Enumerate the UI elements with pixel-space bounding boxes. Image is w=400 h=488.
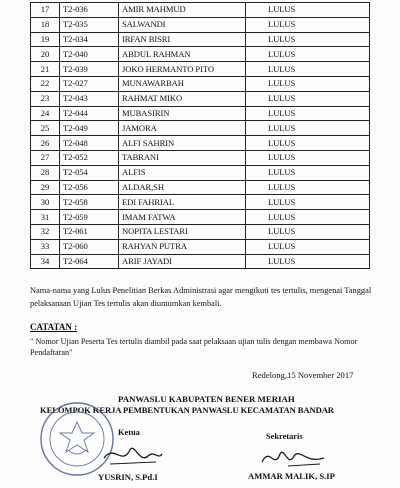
participant-name: ABDUL RAHMAN [119, 47, 246, 62]
org-title: PANWASLU KABUPATEN BENER MERIAH [118, 394, 295, 404]
table-row [31, 91, 370, 106]
participant-name: RAHYAN PUTRA [119, 239, 246, 254]
row-number: 18 [31, 17, 60, 32]
table-row [31, 180, 370, 195]
participant-code: T2-036 [60, 3, 119, 18]
row-number: 20 [31, 47, 60, 62]
row-number: 21 [31, 62, 60, 77]
row-number: 27 [31, 150, 60, 165]
status-cell: LULUS [246, 91, 370, 106]
row-number: 17 [31, 3, 60, 18]
status-cell: LULUS [246, 165, 370, 180]
table-row [31, 106, 370, 121]
participant-name: TABRANI [119, 150, 246, 165]
table-row [31, 62, 370, 77]
status-cell: LULUS [246, 17, 370, 32]
table-row [31, 47, 370, 62]
participant-code: T2-027 [60, 76, 119, 91]
sekretaris-signature [258, 444, 328, 472]
row-number: 31 [31, 210, 60, 225]
status-cell: LULUS [246, 3, 370, 18]
row-number: 34 [31, 254, 60, 269]
status-cell: LULUS [246, 32, 370, 47]
ketua-name: YUSRIN, S.Pd.I [98, 472, 158, 482]
catatan-label: CATATAN : [30, 322, 78, 332]
participant-code: T2-054 [60, 165, 119, 180]
table-row [31, 3, 370, 18]
row-number: 28 [31, 165, 60, 180]
ketua-signature [96, 436, 166, 472]
row-number: 30 [31, 195, 60, 210]
participant-code: T2-052 [60, 150, 119, 165]
status-cell: LULUS [246, 210, 370, 225]
participant-name: ALFIS [119, 165, 246, 180]
status-cell: LULUS [246, 76, 370, 91]
table-row [31, 195, 370, 210]
date-line: Redelong,15 November 2017 [252, 370, 354, 380]
participant-name: EDI FAHRIAL [119, 195, 246, 210]
table-row [31, 76, 370, 91]
table-row [31, 224, 370, 239]
sekretaris-label: Sekretaris [266, 432, 303, 441]
participant-code: T2-043 [60, 91, 119, 106]
row-number: 25 [31, 121, 60, 136]
participant-name: ARIF JAYADI [119, 254, 246, 269]
table-row [31, 150, 370, 165]
participant-code: T2-040 [60, 47, 119, 62]
status-cell: LULUS [246, 224, 370, 239]
participant-name: ALDAR,SH [119, 180, 246, 195]
participant-name: RAHMAT MIKO [119, 91, 246, 106]
table-row [31, 210, 370, 225]
table-row [31, 239, 370, 254]
status-cell: LULUS [246, 180, 370, 195]
participant-name: JAMORA [119, 121, 246, 136]
participant-code: T2-035 [60, 17, 119, 32]
table-row [31, 165, 370, 180]
participant-name: ALFI SAHRIN [119, 136, 246, 151]
org-subtitle: KELOMPOK KERJA PEMBENTUKAN PANWASLU KECAMATAN BANDAR [40, 405, 334, 415]
sekretaris-name: AMMAR MALIK, S.IP [248, 471, 335, 481]
participant-code: T2-061 [60, 224, 119, 239]
participant-name: IRFAN BISRI [119, 32, 246, 47]
status-cell: LULUS [246, 254, 370, 269]
participant-code: T2-060 [60, 239, 119, 254]
participant-name: NOPITA LESTARI [119, 224, 246, 239]
row-number: 22 [31, 76, 60, 91]
participant-name: SALWANDI [119, 17, 246, 32]
participant-code: T2-049 [60, 121, 119, 136]
status-cell: LULUS [246, 195, 370, 210]
table-row [31, 32, 370, 47]
row-number: 29 [31, 180, 60, 195]
participant-name: MUBASIRIN [119, 106, 246, 121]
participant-name: AMIR MAHMUD [119, 3, 246, 18]
participant-code: T2-064 [60, 254, 119, 269]
participant-code: T2-048 [60, 136, 119, 151]
participant-code: T2-058 [60, 195, 119, 210]
status-cell: LULUS [246, 47, 370, 62]
status-cell: LULUS [246, 121, 370, 136]
table-row [31, 136, 370, 151]
status-cell: LULUS [246, 62, 370, 77]
row-number: 23 [31, 91, 60, 106]
row-number: 33 [31, 239, 60, 254]
participant-name: IMAM FATWA [119, 210, 246, 225]
ketua-label: Ketua [118, 428, 140, 437]
participant-code: T2-059 [60, 210, 119, 225]
status-cell: LULUS [246, 239, 370, 254]
table-row [31, 17, 370, 32]
participant-name: MUNAWARBAH [119, 76, 246, 91]
participant-name: JOKO HERMANTO PITO [119, 62, 246, 77]
participant-code: T2-044 [60, 106, 119, 121]
row-number: 24 [31, 106, 60, 121]
info-paragraph: Nama-nama yang Lulus Penelitian Berkas Administrasi agar mengikuti tes tertulis, mengenai Tanggal pelaksanaan Ujian Tes tertulis akan diumumkan kembali. [30, 286, 372, 308]
participant-code: T2-034 [60, 32, 119, 47]
row-number: 19 [31, 32, 60, 47]
status-cell: LULUS [246, 136, 370, 151]
catatan-note: " Nomor Ujian Peserta Tes tertulis diambil pada saat pelaksaan ujian tulis dengan membawa Nomor Pendaftaran" [30, 337, 358, 357]
row-number: 26 [31, 136, 60, 151]
status-cell: LULUS [246, 106, 370, 121]
table-row [31, 254, 370, 269]
participant-code: T2-056 [60, 180, 119, 195]
results-table [30, 2, 370, 269]
row-number: 32 [31, 224, 60, 239]
participant-code: T2-039 [60, 62, 119, 77]
table-row [31, 121, 370, 136]
status-cell: LULUS [246, 150, 370, 165]
